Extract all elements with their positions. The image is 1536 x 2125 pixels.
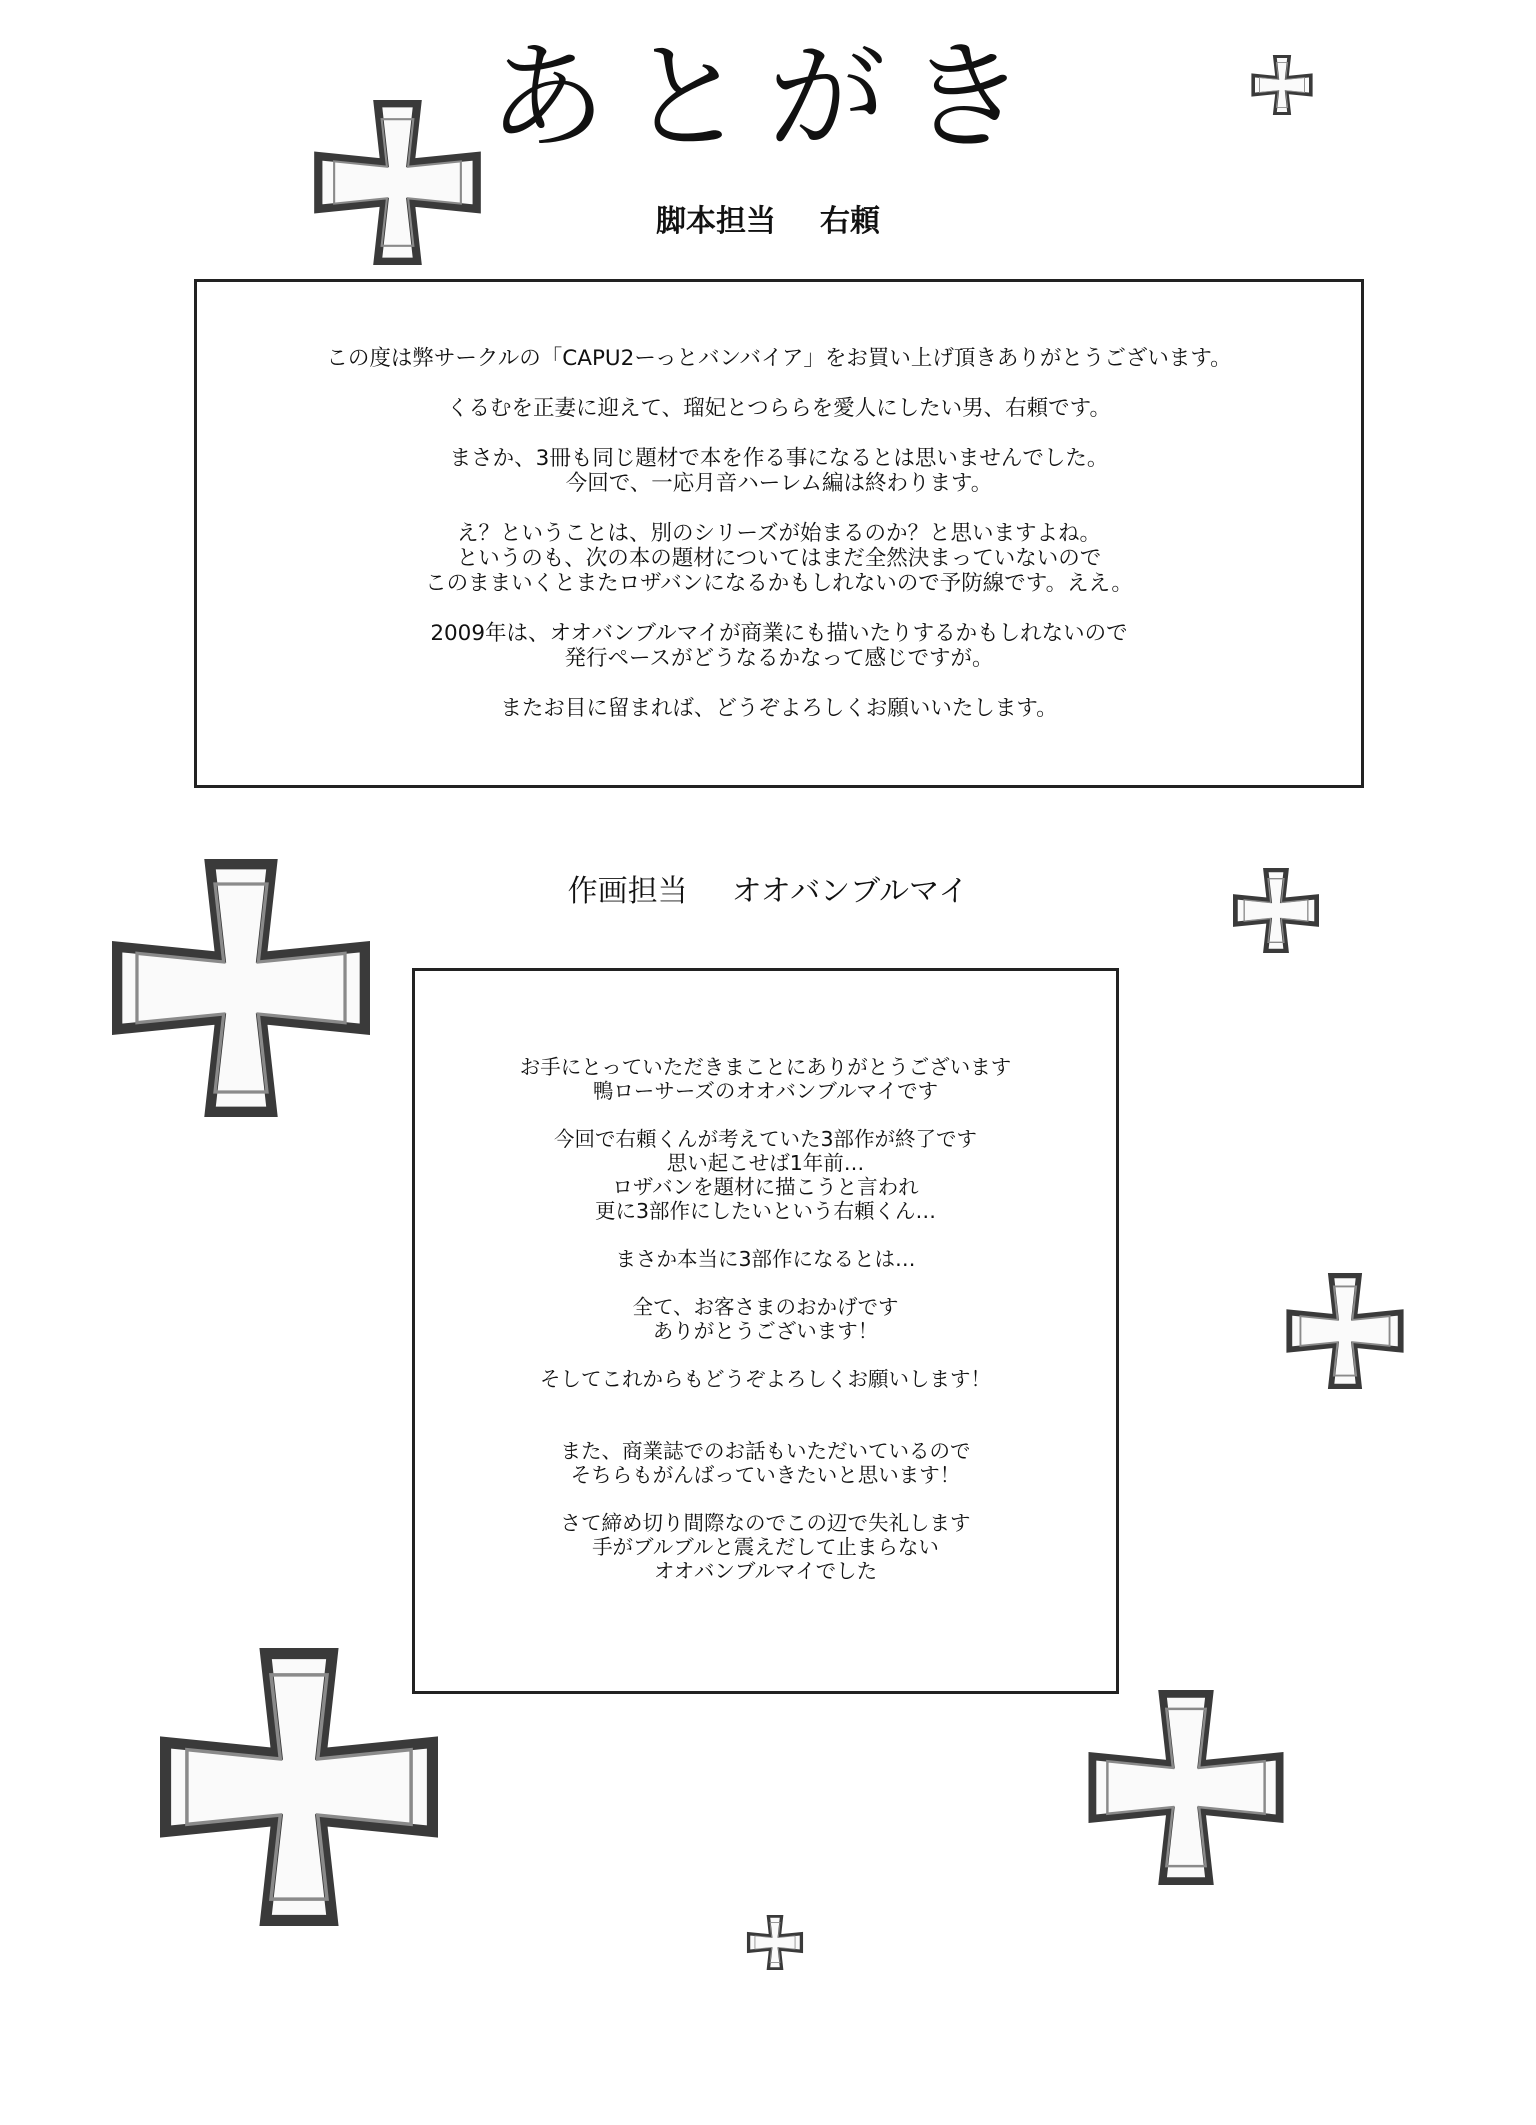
message-line: そちらもがんばっていきたいと思います！	[570, 1463, 961, 1487]
message-line: 思い起こせば1年前…	[666, 1151, 865, 1175]
message-paragraph	[500, 696, 1057, 721]
message-line: そしてこれからもどうぞよろしくお願いします！	[540, 1367, 991, 1391]
author-name: 右頼	[820, 204, 880, 239]
page-title: あとがき	[487, 28, 1048, 166]
message-line: くるむを正妻に迎えて、瑠妃とつららを愛人にしたい男、右頼です。	[447, 396, 1111, 421]
cross-icon	[1075, 1690, 1297, 1885]
message-line: この度は弊サークルの「CAPU2ーっとバンバイア」をお買い上げ頂きありがとうございます。	[326, 346, 1232, 371]
author-role: 作画担当	[567, 874, 688, 909]
message-paragraph	[540, 1367, 991, 1391]
message-paragraph	[520, 1055, 1012, 1103]
message-line: 更に3部作にしたいという右頼くん…	[594, 1199, 937, 1223]
message-paragraph	[554, 1127, 977, 1223]
message-line: 全て、お客さまのおかげです	[632, 1295, 899, 1319]
message-paragraph	[447, 396, 1111, 421]
author-role: 脚本担当	[656, 204, 776, 239]
message-paragraph	[430, 621, 1127, 671]
message-line: ロザバンを題材に描こうと言われ	[612, 1175, 919, 1199]
message-line: 手がブルブルと震えだして止まらない	[592, 1535, 939, 1559]
message-paragraph	[615, 1247, 915, 1271]
message-line: 今回で、一応月音ハーレム編は終わります。	[565, 471, 993, 496]
message-line: またお目に留まれば、どうぞよろしくお願いいたします。	[500, 696, 1058, 721]
cross-icon	[746, 1915, 804, 1970]
author-name: オオバンブルマイ	[731, 874, 969, 909]
message-line: お手にとっていただきまことにありがとうございます	[519, 1055, 1012, 1079]
message-line: 2009年は、オオバンブルマイが商業にも描いたりするかもしれないので	[430, 621, 1128, 646]
message-line: 鴨ローサーズのオオバンブルマイです	[592, 1079, 939, 1103]
message-line: 発行ペースがどうなるかなって感じですが。	[564, 646, 994, 671]
script-author-message-box	[194, 279, 1364, 788]
message-paragraph	[561, 1511, 971, 1583]
message-line: まさか、3冊も同じ題材で本を作る事になるとは思いませんでした。	[449, 446, 1109, 471]
art-author-heading	[0, 866, 1536, 910]
message-paragraph	[561, 1439, 971, 1487]
message-paragraph	[450, 446, 1109, 496]
message-paragraph	[425, 521, 1133, 596]
message-line: また、商業誌でのお話もいただいているので	[560, 1439, 971, 1463]
message-line: さて締め切り間際なのでこの辺で失礼します	[560, 1511, 971, 1535]
message-line: というのも、次の本の題材についてはまだ全然決まっていないので	[456, 546, 1102, 571]
message-line: 今回で右頼くんが考えていた3部作が終了です	[553, 1127, 978, 1151]
message-line: このままいくとまたロザバンになるかもしれないので予防線です。ええ。	[425, 571, 1133, 596]
cross-icon	[160, 1648, 438, 1926]
message-line: まさか本当に3部作になるとは…	[615, 1247, 916, 1271]
message-line: え？ということは、別のシリーズが始まるのか？と思いますよね。	[457, 521, 1101, 546]
message-line: オオバンブルマイでした	[653, 1559, 878, 1583]
message-paragraph	[326, 346, 1231, 371]
art-author-message-box	[412, 968, 1119, 1694]
cross-icon	[1285, 1273, 1405, 1389]
message-line: ありがとうございます！	[652, 1319, 879, 1343]
script-author-heading	[0, 196, 1536, 240]
message-paragraph	[632, 1295, 898, 1343]
